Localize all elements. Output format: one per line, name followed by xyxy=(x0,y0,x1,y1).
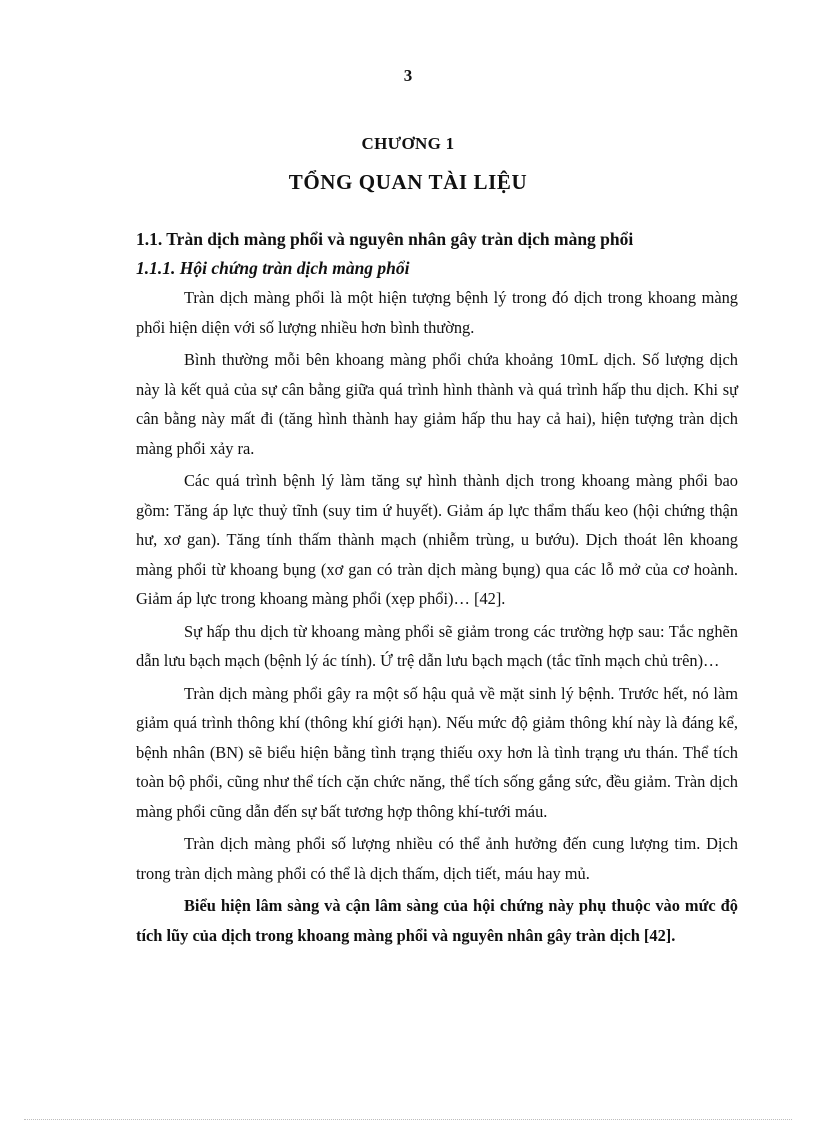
paragraph: Tràn dịch màng phổi số lượng nhiều có thể ảnh hưởng đến cung lượng tim. Dịch trong tràn dịch màng phổi có thể là dịch thấm, dịch tiết, máu hay mủ. xyxy=(136,834,738,883)
chapter-title: TỔNG QUAN TÀI LIỆU xyxy=(288,170,528,194)
body-text xyxy=(136,283,738,953)
paragraph: Tràn dịch màng phổi là một hiện tượng bệnh lý trong đó dịch trong khoang màng phổi hiện diện với số lượng nhiều hơn bình thường. xyxy=(136,288,738,337)
subsection-heading: 1.1.1. Hội chứng tràn dịch màng phổi xyxy=(136,258,410,278)
section-heading: 1.1. Tràn dịch màng phổi và nguyên nhân gây tràn dịch màng phổi xyxy=(136,229,634,249)
paragraph: Tràn dịch màng phổi gây ra một số hậu quả về mặt sinh lý bệnh. Trước hết, nó làm giảm quá trình thông khí (thông khí giới hạn). Nếu mức độ giảm thông khí này là đáng kể, bệnh nhân (BN) sẽ biểu hiện bằng tình trạng thiếu oxy hơn là tình trạng ưu thán. Thể tích toàn bộ phổi, cũng như thể tích cặn chức năng, thể tích sống gắng sức, đều giảm. Tràn dịch màng phổi cũng dẫn đến sự bất tương hợp thông khí-tưới máu. xyxy=(136,683,738,821)
paragraph-bold: Biểu hiện lâm sàng và cận lâm sàng của hội chứng này phụ thuộc vào mức độ tích lũy của dịch trong khoang màng phổi và nguyên nhân gây tràn dịch [42]. xyxy=(136,896,738,945)
paragraph: Các quá trình bệnh lý làm tăng sự hình thành dịch trong khoang màng phổi bao gồm: Tăng áp lực thuỷ tĩnh (suy tim ứ huyết). Giảm áp lực thẩm thấu keo (hội chứng thận hư, xơ gan). Tăng tính thấm thành mạch (nhiễm trùng, u bướu). Dịch thoát lên khoang màng phổi từ khoang bụng (xơ gan có tràn dịch màng bụng) qua các lỗ mở của cơ hoành. Giảm áp lực trong khoang màng phổi (xẹp phổi)… [42]. xyxy=(136,471,738,608)
page-number: 3 xyxy=(403,66,413,85)
chapter-label: CHƯƠNG 1 xyxy=(361,134,455,153)
paragraph: Bình thường mỗi bên khoang màng phổi chứa khoảng 10mL dịch. Số lượng dịch này là kết quả của sự cân bằng giữa quá trình hình thành và quá trình hấp thu dịch. Khi sự cân bằng này mất đi (tăng hình thành hay giảm hấp thu hay cả hai), hiện tượng tràn dịch màng phổi xảy ra. xyxy=(136,350,738,458)
paragraph: Sự hấp thu dịch từ khoang màng phổi sẽ giảm trong các trường hợp sau: Tắc nghẽn dẫn lưu bạch mạch (bệnh lý ác tính). Ứ trệ dẫn lưu bạch mạch (tắc tĩnh mạch chủ trên)… xyxy=(136,621,738,670)
page-bottom-divider xyxy=(24,1119,792,1120)
